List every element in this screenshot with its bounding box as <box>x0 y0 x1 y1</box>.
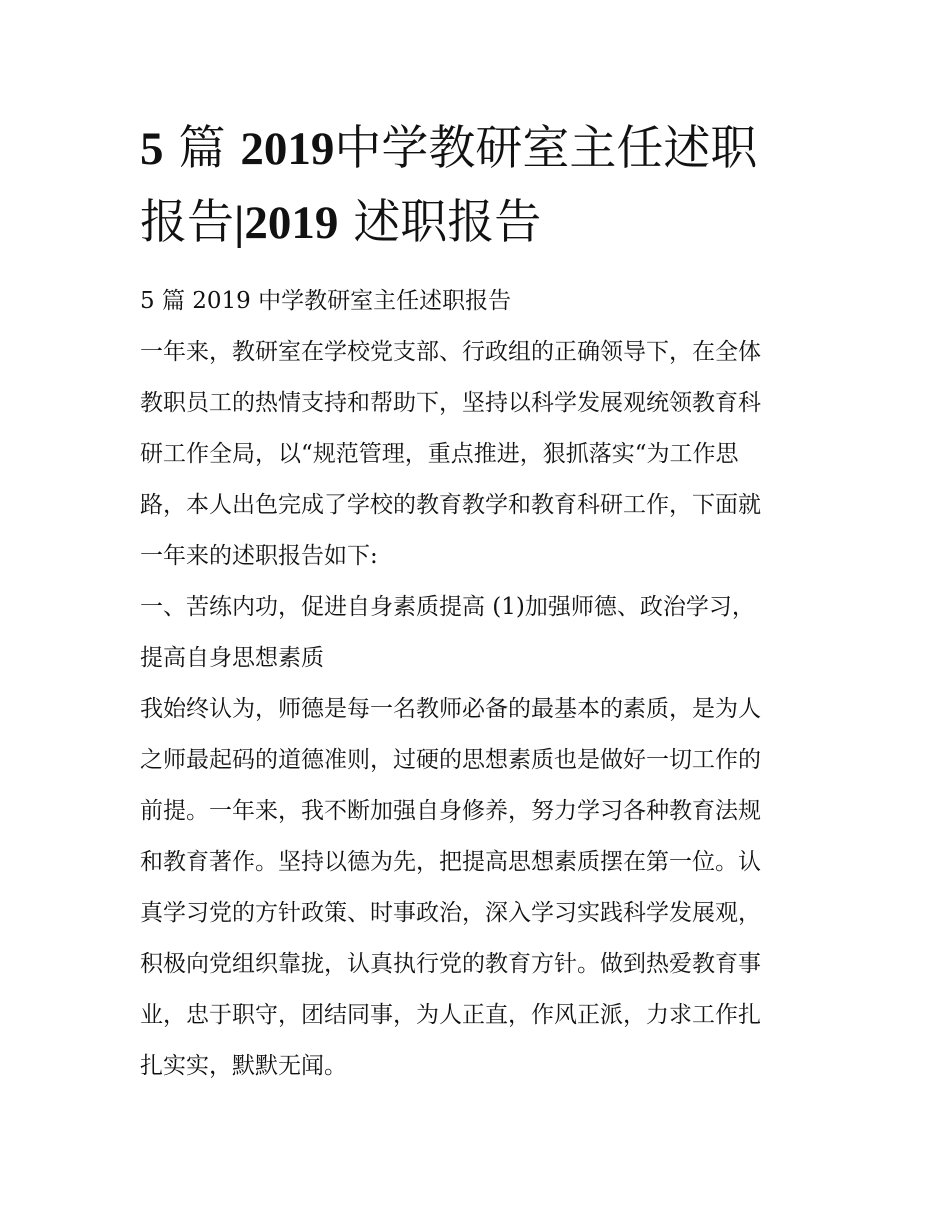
body-line: 5 篇 2019 中学教研室主任述职报告 <box>140 288 512 314</box>
body-line: 积极向党组织靠拢，认真执行党的教育方针。做到热爱教育事 <box>140 951 761 977</box>
body-line: 提高自身思想素质 <box>140 645 324 671</box>
body-line: 和教育著作。坚持以德为先，把提高思想素质摆在第一位。认 <box>140 849 761 875</box>
title-text-part3: 报告 <box>140 195 234 250</box>
body-line: 真学习党的方针政策、时事政治，深入学习实践科学发展观， <box>140 900 761 926</box>
body-line: 一年来，教研室在学校党支部、行政组的正确领导下，在全体 <box>140 339 761 365</box>
body-line: 前提。一年来，我不断加强自身修养，努力学习各种教育法规 <box>140 798 761 824</box>
body-line: 研工作全局，以“规范管理，重点推进，狠抓落实“为工作思 <box>140 441 739 467</box>
body-line: 路，本人出色完成了学校的教育教学和教育科研工作，下面就 <box>140 492 761 518</box>
body-line: 扎实实，默默无闻。 <box>140 1053 347 1079</box>
title-separator-year: |2019 <box>234 197 339 249</box>
body-line: 一年来的述职报告如下: <box>140 543 378 569</box>
body-line: 之师最起码的道德准则，过硬的思想素质也是做好一切工作的 <box>140 747 761 773</box>
document-body <box>140 280 830 1096</box>
title-number: 5 <box>140 123 164 175</box>
body-line: 我始终认为，师德是每一名教师必备的最基本的素质，是为人 <box>140 696 761 722</box>
body-line: 一、苦练内功，促进自身素质提高 (1)加强师德、政治学习， <box>140 594 755 620</box>
body-line: 业，忠于职守，团结同事，为人正直，作风正派，力求工作扎 <box>140 1002 761 1028</box>
title-text-part2: 中学教研室主任述职 <box>334 121 758 176</box>
body-line: 教职员工的热情支持和帮助下，坚持以科学发展观统领教育科 <box>140 390 761 416</box>
title-text-part4: 述职报告 <box>353 195 542 250</box>
document-title <box>140 112 820 260</box>
title-text-part1: 篇 <box>178 121 226 176</box>
title-year: 2019 <box>240 123 335 175</box>
